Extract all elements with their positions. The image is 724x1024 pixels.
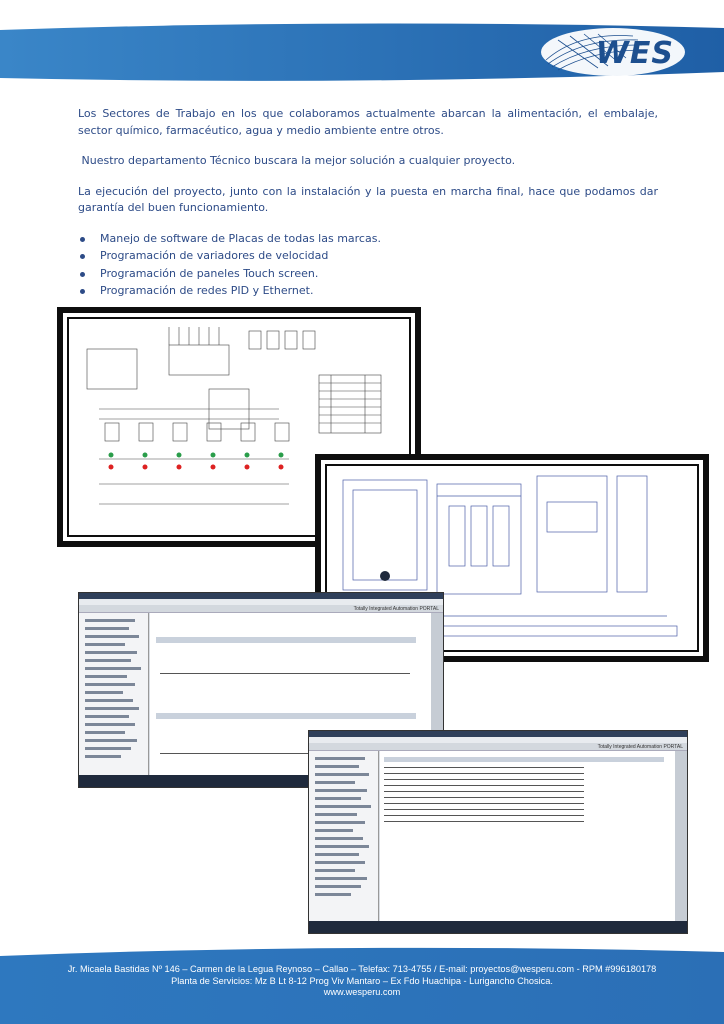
list-item: Manejo de software de Placas de todas las marcas. bbox=[78, 231, 658, 248]
side-tabs bbox=[675, 751, 687, 921]
portal-taskbar bbox=[309, 921, 687, 933]
logo-wordmark: WES bbox=[595, 36, 674, 71]
website-link[interactable]: www.wesperu.com bbox=[323, 987, 401, 997]
paragraph-department: Nuestro departamento Técnico buscara la mejor solución a cualquier proyecto. bbox=[78, 154, 516, 167]
bullet-icon bbox=[80, 289, 85, 294]
list-item: Programación de redes PID y Ethernet. bbox=[78, 283, 658, 300]
list-item: Programación de paneles Touch screen. bbox=[78, 266, 658, 283]
software-screen-2 bbox=[308, 730, 688, 934]
paragraph-execution: La ejecución del proyecto, junto con la instalación y la puesta en marcha final, hace que podamos dar garantía del buen funcionamiento. bbox=[78, 184, 658, 214]
list-item: Programación de variadores de velocidad bbox=[78, 248, 658, 265]
services-list bbox=[78, 231, 658, 300]
tag-table bbox=[380, 751, 675, 921]
company-logo bbox=[538, 26, 688, 78]
bullet-icon bbox=[80, 237, 85, 242]
project-tree bbox=[309, 751, 379, 921]
app-brand: Totally Integrated Automation PORTAL bbox=[597, 744, 683, 750]
paragraph-sectors: Los Sectores de Trabajo en los que colaboramos actualmente abarcan la alimentación, el embalaje, sector químico, farmacéutico, agua y medio ambiente entre otros. bbox=[78, 107, 658, 137]
bullet-icon bbox=[80, 254, 85, 259]
plant-address-line: Planta de Servicios: Mz B Lt 8-12 Prog Viv Mantaro – Ex Fdo Huachipa - Lurigancho Chosica. bbox=[171, 975, 553, 986]
app-brand: Totally Integrated Automation PORTAL bbox=[353, 606, 439, 612]
address-line: Jr. Micaela Bastidas Nº 146 – Carmen de la Legua Reynoso – Callao – Telefax: 713-4755 / E-mail: proyectos@wesperu.com - RPM #996180178 bbox=[67, 964, 657, 974]
contact-info bbox=[0, 964, 724, 999]
bullet-icon bbox=[80, 272, 85, 277]
footer-band bbox=[0, 942, 724, 1024]
intro-text bbox=[78, 106, 658, 301]
project-tree bbox=[79, 613, 149, 775]
